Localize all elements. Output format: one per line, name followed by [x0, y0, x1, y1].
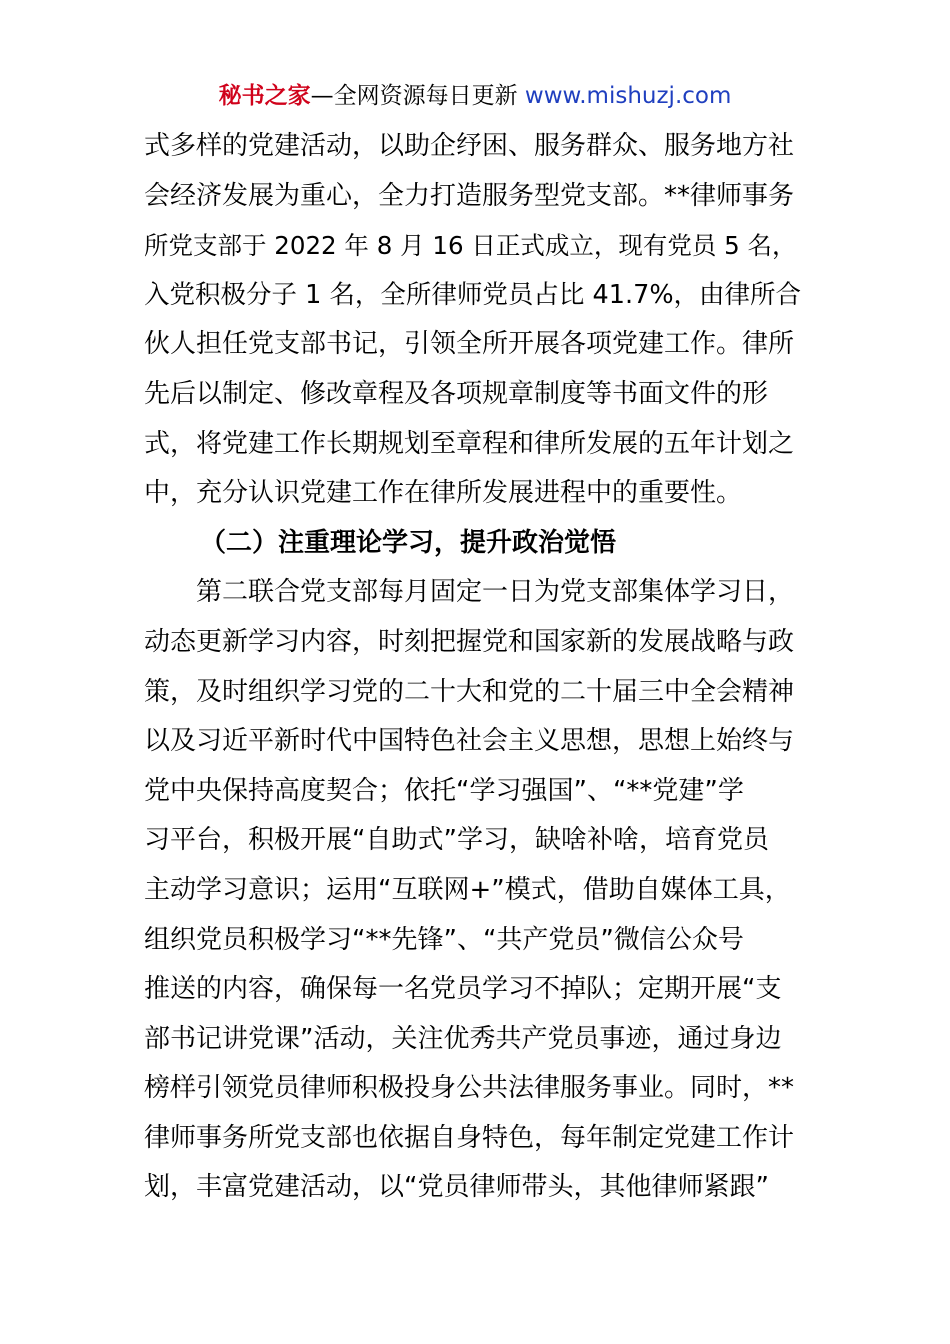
paragraph-line: 动态更新学习内容，时刻把握党和国家新的发展战略与政 [144, 626, 795, 657]
document-body [144, 122, 808, 1213]
paragraph-line: 入党积极分子 1 名，全所律师党员占比 41.7%，由律所合 [144, 279, 802, 310]
section-heading: （二）注重理论学习，提升政治觉悟 [200, 527, 617, 558]
site-header [0, 80, 950, 112]
brand-name: 秘书之家 [218, 83, 311, 109]
paragraph-line: 推送的内容，确保每一名党员学习不掉队；定期开展“支 [144, 974, 782, 1005]
paragraph-line: 所党支部于 2022 年 8 月 16 日正式成立，现有党员 5 名， [144, 231, 797, 261]
paragraph-line: 榜样引领党员律师积极投身公共法律服务事业。同时，** [144, 1073, 795, 1104]
site-url[interactable]: www.mishuzj.com [524, 83, 732, 109]
paragraph-line: 策，及时组织学习党的二十大和党的二十届三中全会精神 [144, 676, 795, 707]
paragraph-line: 第二联合党支部每月固定一日为党支部集体学习日， [196, 577, 795, 608]
paragraph-line: 伙人担任党支部书记，引领全所开展各项党建工作。律所 [144, 329, 795, 360]
paragraph-line: 主动学习意识；运用“互联网+”模式，借助自媒体工具， [144, 874, 791, 905]
paragraph-line: 习平台，积极开展“自助式”学习，缺啥补啥，培育党员 [144, 825, 769, 856]
paragraph-line: 先后以制定、修改章程及各项规章制度等书面文件的形 [144, 378, 769, 409]
paragraph-line: 划，丰富党建活动，以“党员律师带头，其他律师紧跟” [144, 1172, 769, 1203]
paragraph-line: 式，将党建工作长期规划至章程和律所发展的五年计划之 [144, 428, 795, 459]
paragraph-line: 会经济发展为重心，全力打造服务型党支部。**律师事务 [144, 180, 795, 211]
paragraph-line: 组织党员积极学习“**先锋”、“共产党员”微信公众号 [144, 924, 744, 955]
paragraph-line: 以及习近平新时代中国特色社会主义思想，思想上始终与 [144, 726, 795, 757]
paragraph-line: 律师事务所党支部也依据自身特色，每年制定党建工作计 [144, 1122, 795, 1153]
paragraph-line: 党中央保持高度契合；依托“学习强国”、“**党建”学 [144, 775, 744, 806]
paragraph-line: 中，充分认识党建工作在律所发展进程中的重要性。 [144, 478, 743, 509]
paragraph-line: 式多样的党建活动，以助企纾困、服务群众、服务地方社 [144, 131, 795, 161]
paragraph-line: 部书记讲党课”活动，关注优秀共产党员事迹，通过身边 [144, 1023, 782, 1054]
header-tagline: —全网资源每日更新 [310, 83, 525, 109]
